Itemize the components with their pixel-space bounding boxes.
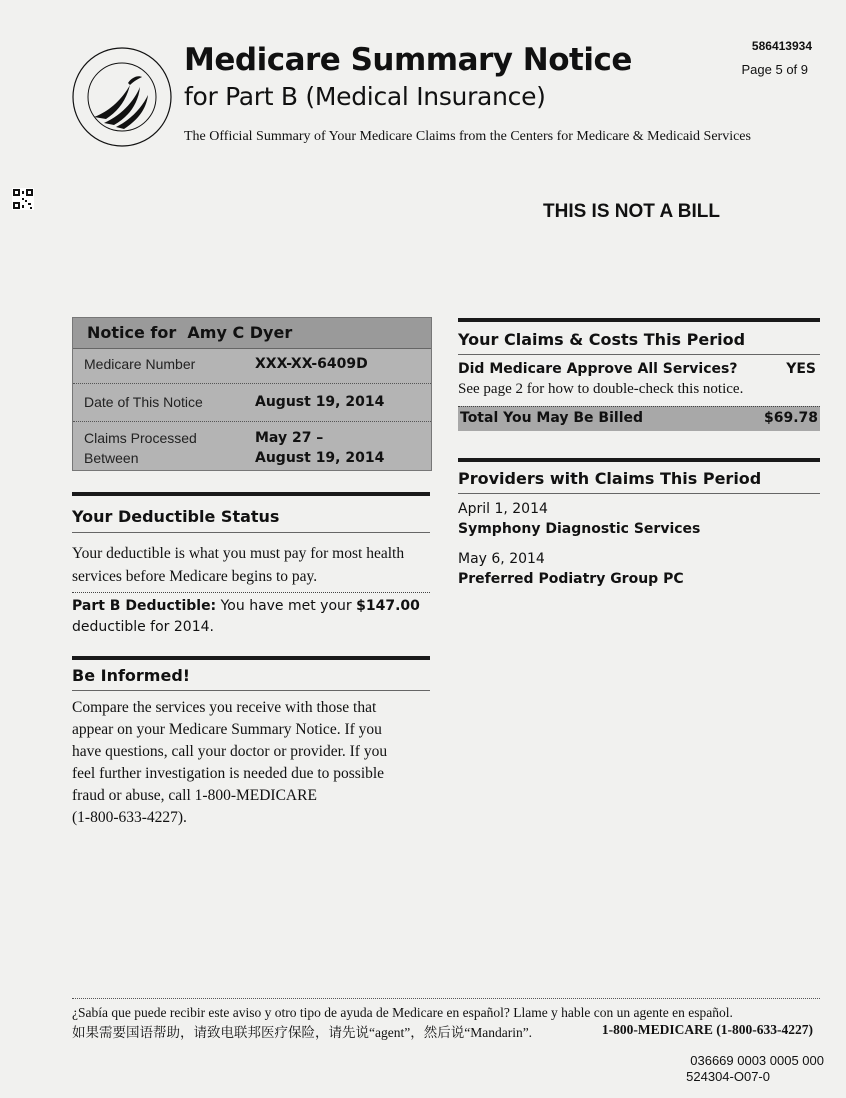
total-billed-bar — [458, 406, 820, 431]
notice-row-label: Between — [84, 450, 139, 466]
total-billed-value: $69.78 — [763, 410, 818, 426]
approval-answer: YES — [786, 361, 816, 377]
provider-name: Preferred Podiatry Group PC — [458, 571, 684, 587]
be-informed-heading: Be Informed! — [72, 666, 191, 685]
section-divider — [458, 354, 820, 355]
hhs-logo — [70, 45, 174, 149]
part-b-deductible-year: deductible for 2014. — [72, 619, 214, 635]
informed-text-line: feel further investigation is needed due to possible — [72, 765, 385, 782]
notice-row-value: XXX-XX-6409D — [255, 356, 368, 372]
document-number: 586413934 — [751, 39, 812, 53]
notice-row-value: August 19, 2014 — [255, 394, 385, 410]
section-divider — [458, 318, 820, 322]
total-billed-label: Total You May Be Billed — [460, 410, 644, 426]
notice-row-value: August 19, 2014 — [255, 450, 385, 466]
beneficiary-name: Amy C Dyer — [187, 323, 293, 342]
informed-text-line: (1-800-633-4227). — [72, 809, 187, 826]
deductible-text-line: Your deductible is what you must pay for most health — [72, 545, 405, 562]
deductible-text-line: services before Medicare begins to pay. — [72, 568, 318, 585]
spanish-help-text: ¿Sabía que puede recibir este aviso y otro tipo de ayuda de Medicare en español? Llame y hable con un agente en español. — [72, 1005, 733, 1020]
section-divider — [72, 492, 430, 496]
tracking-code: 036669 0003 0005 000 — [690, 1053, 824, 1068]
notice-title: Medicare Summary Notice — [184, 42, 632, 78]
notice-header — [73, 318, 431, 349]
notice-row-label: Medicare Number — [84, 356, 196, 372]
notice-row-value: May 27 – — [255, 430, 324, 446]
informed-text-line: have questions, call your doctor or provider. If you — [72, 743, 388, 760]
footer-divider — [72, 998, 820, 999]
part-b-deductible-text: You have met your — [220, 598, 352, 614]
notice-row-label: Date of This Notice — [84, 394, 203, 410]
informed-text-line: fraud or abuse, call 1-800-MEDICARE — [72, 787, 317, 804]
notice-subtitle: for Part B (Medical Insurance) — [184, 82, 546, 111]
notice-row-medicare-number — [73, 349, 431, 382]
notice-tagline: The Official Summary of Your Medicare Claims from the Centers for Medicare & Medicaid Services — [184, 129, 751, 144]
provider-name: Symphony Diagnostic Services — [458, 521, 701, 537]
double-check-note: See page 2 for how to double-check this notice. — [458, 381, 744, 397]
providers-heading: Providers with Claims This Period — [458, 469, 762, 488]
section-divider — [72, 656, 430, 660]
provider-date: May 6, 2014 — [458, 551, 545, 567]
section-divider — [458, 458, 820, 462]
informed-text-line: Compare the services you receive with those that — [72, 699, 377, 716]
page-number: Page 5 of 9 — [741, 62, 808, 77]
deductible-heading: Your Deductible Status — [72, 507, 280, 526]
notice-for-label: Notice for — [87, 323, 177, 342]
part-b-deductible-label: Part B Deductible: — [72, 598, 217, 614]
not-a-bill-label: THIS IS NOT A BILL — [543, 201, 720, 222]
informed-text-line: appear on your Medicare Summary Notice. If you — [72, 721, 382, 738]
provider-date: April 1, 2014 — [458, 501, 548, 517]
qr-code-icon — [12, 188, 34, 210]
claims-heading: Your Claims & Costs This Period — [458, 330, 746, 349]
notice-box — [72, 317, 432, 471]
medicare-phone: 1-800-MEDICARE (1-800-633-4227) — [601, 1022, 813, 1037]
approval-question: Did Medicare Approve All Services? — [458, 361, 738, 377]
notice-row-claims-processed — [73, 421, 431, 470]
part-b-deductible-amount: $147.00 — [356, 598, 420, 614]
part-b-deductible-line — [72, 598, 420, 614]
notice-row-label: Claims Processed — [84, 430, 197, 446]
mandarin-help-text: 如果需要国语帮助，请致电联邦医疗保险，请先说“agent”，然后说“Mandarin”. — [72, 1025, 533, 1040]
section-divider — [458, 493, 820, 494]
tracking-code: 524304-O07-0 — [686, 1069, 770, 1084]
section-divider — [72, 532, 430, 533]
section-divider — [72, 690, 430, 691]
notice-row-date — [73, 383, 431, 421]
dotted-divider — [72, 592, 430, 593]
